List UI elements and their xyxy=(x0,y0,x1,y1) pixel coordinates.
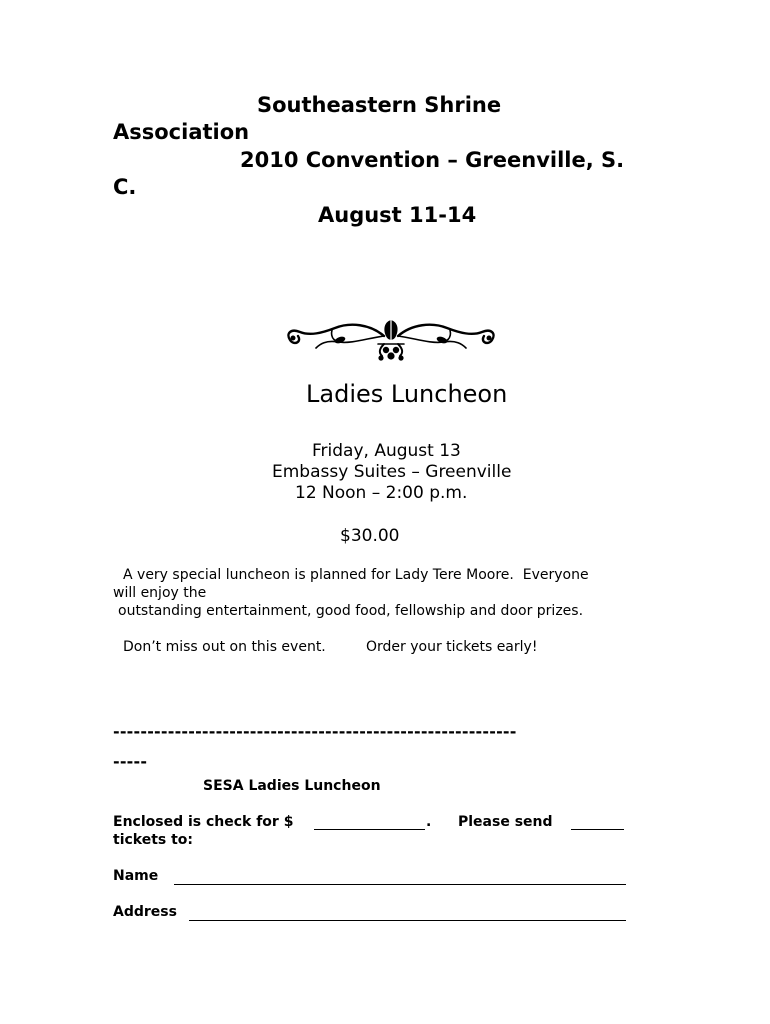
description-line-5: Order your tickets early! xyxy=(366,639,538,655)
description-line-4: Don’t miss out on this event. xyxy=(123,639,326,655)
description-line-2: will enjoy the xyxy=(113,585,207,601)
cut-line: ----------------------------------------------------------- xyxy=(113,722,517,741)
ticket-quantity-field[interactable] xyxy=(571,815,624,830)
enclosed-check-label: Enclosed is check for $ xyxy=(113,814,294,830)
event-venue: Embassy Suites – Greenville xyxy=(272,462,512,482)
form-title: SESA Ladies Luncheon xyxy=(203,778,381,794)
cut-line-continued: ----- xyxy=(113,752,148,771)
period-mark: . xyxy=(426,814,432,830)
name-label: Name xyxy=(113,868,159,884)
description-line-3: outstanding entertainment, good food, fellowship and door prizes. xyxy=(118,603,584,619)
please-send-label: Please send xyxy=(458,814,553,830)
address-field[interactable] xyxy=(189,906,626,921)
header-line-4: C. xyxy=(113,175,137,199)
flourish-ornament-icon xyxy=(272,296,494,348)
event-title: Ladies Luncheon xyxy=(306,380,508,408)
event-price: $30.00 xyxy=(340,526,400,546)
header-line-2: Association xyxy=(113,120,250,144)
check-amount-field[interactable] xyxy=(314,815,425,830)
header-date: August 11-14 xyxy=(318,203,477,227)
tickets-to-label: tickets to: xyxy=(113,832,194,848)
description-line-1: A very special luncheon is planned for Lady Tere Moore. Everyone xyxy=(123,567,589,583)
event-date: Friday, August 13 xyxy=(312,441,461,461)
header-line-1: Southeastern Shrine xyxy=(257,93,502,117)
address-label: Address xyxy=(113,904,177,920)
header-line-3: 2010 Convention – Greenville, S. xyxy=(240,148,625,172)
event-time: 12 Noon – 2:00 p.m. xyxy=(295,483,468,503)
name-field[interactable] xyxy=(174,870,626,885)
